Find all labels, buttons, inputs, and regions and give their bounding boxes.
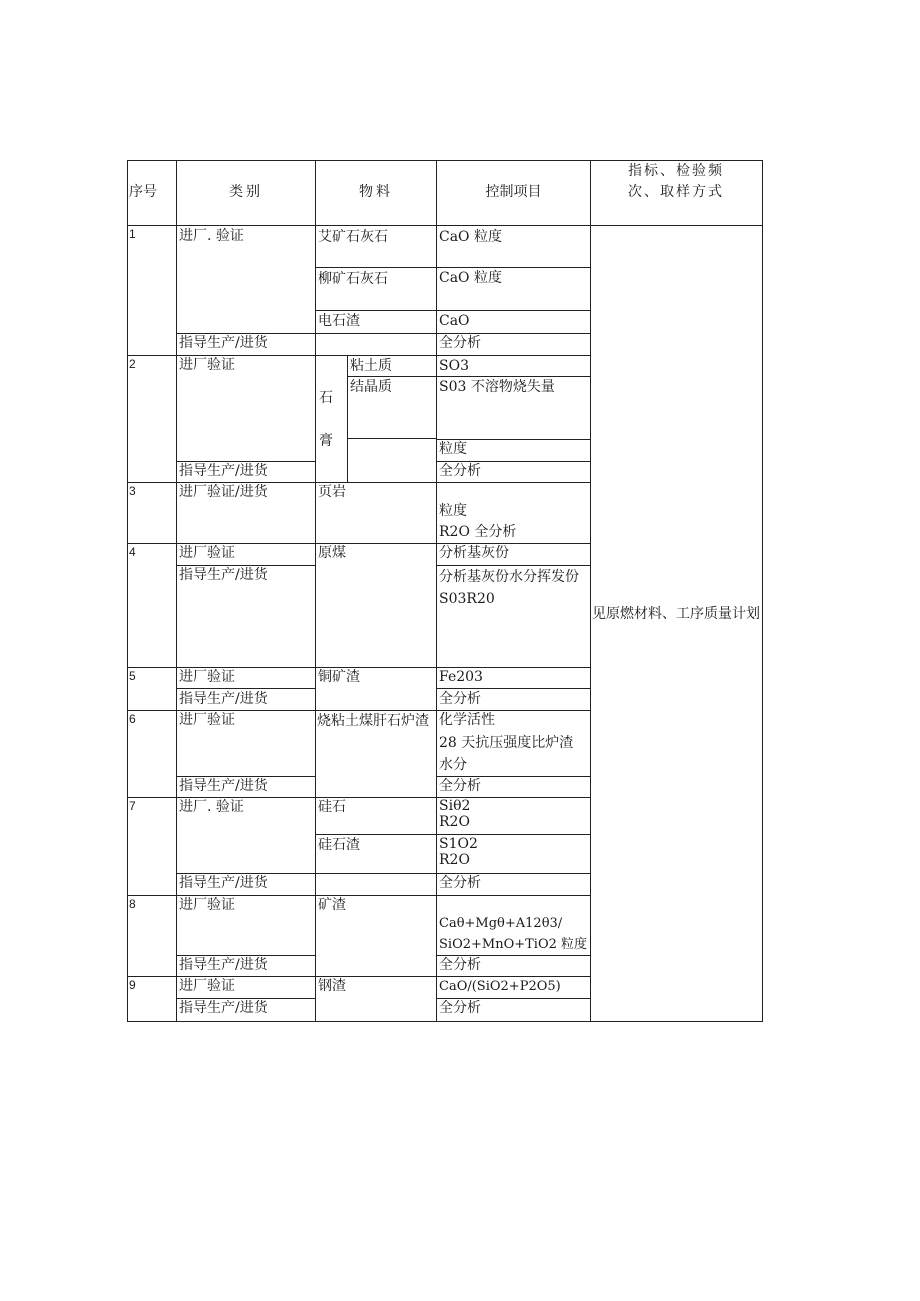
row5-material-1: 铜矿渣: [318, 669, 360, 685]
row4-no: 4: [129, 545, 136, 559]
row2-material-2: 结晶质: [350, 379, 392, 395]
row7-material-2: 硅石渣: [318, 837, 360, 853]
row7-item-3: S1O2: [439, 836, 478, 852]
header-control-items: 控制项目: [485, 184, 542, 200]
row6-item-1: 化学活性: [439, 712, 495, 728]
row6-material-1: 烧粘土煤肝石炉渣: [317, 713, 429, 729]
row5-item-1: Fe203: [439, 669, 483, 685]
row8-cat-guide: 指导生产/进货: [179, 957, 268, 973]
header-category: 类别: [229, 184, 263, 200]
row8-no: 8: [129, 897, 136, 911]
row1-cat-verify: 进厂. 验证: [179, 228, 244, 244]
row1-no: 1: [129, 227, 136, 241]
row2-cat-verify: 进厂验证: [179, 357, 235, 373]
row2-material-1: 粘土质: [350, 358, 392, 374]
row7-cat-verify: 进厂. 验证: [179, 799, 244, 815]
row6-cat-verify: 进厂验证: [179, 712, 235, 728]
row9-cat-guide: 指导生产/进货: [179, 1000, 268, 1016]
row3-no: 3: [129, 484, 136, 498]
row6-item-4: 全分析: [439, 778, 481, 794]
row3-cat: 进厂验证/进货: [179, 484, 268, 500]
row9-item-1: CaO/(SiO2+P2O5): [439, 979, 561, 994]
row8-item-2: SiO2+MnO+TiO2 粒度: [439, 937, 588, 952]
row8-cat-verify: 进厂验证: [179, 897, 235, 913]
row9-no: 9: [129, 978, 136, 992]
row1-cat-guide: 指导生产/进货: [179, 335, 268, 351]
spec-reference-text: 见原燃材料、工序质量计划: [592, 606, 760, 622]
row6-item-3: 水分: [439, 757, 467, 773]
row7-item-5: 全分析: [439, 875, 481, 891]
row1-item-3: CaO: [439, 313, 470, 329]
row8-item-3: 全分析: [439, 957, 481, 973]
row7-no: 7: [129, 799, 136, 813]
row4-material-1: 原煤: [318, 545, 346, 561]
row5-cat-guide: 指导生产/进货: [179, 691, 268, 707]
row2-material-group-1: 石: [319, 390, 333, 406]
header-spec: 指标、检验频次、取样方式: [628, 163, 724, 200]
row7-item-4: R2O: [439, 852, 470, 868]
row1-material-3: 电石渣: [318, 313, 360, 329]
row7-item-1: Siθ2: [439, 798, 471, 814]
row3-material-1: 页岩: [318, 484, 346, 500]
row7-material-1: 硅石: [318, 799, 346, 815]
row1-item-4: 全分析: [439, 335, 481, 351]
row3-item-2: R2O 全分析: [439, 524, 517, 540]
header-no: 序号: [129, 184, 157, 200]
row2-item-2: S03 不溶物烧失量: [439, 379, 555, 395]
row1-material-2: 柳矿石灰石: [318, 271, 388, 287]
row1-item-2: CaO 粒度: [439, 270, 502, 286]
row2-item-4: 全分析: [439, 463, 481, 479]
row4-item-1: 分析基灰份: [439, 545, 509, 561]
row6-no: 6: [129, 712, 136, 726]
row5-cat-verify: 进厂验证: [179, 669, 235, 685]
row2-item-3: 粒度: [439, 441, 467, 457]
row1-item-1: CaO 粒度: [439, 229, 502, 245]
row2-no: 2: [129, 357, 136, 371]
row4-item-2: 分析基灰份水分挥发份 S03R20: [439, 569, 579, 607]
row7-item-2: R2O: [439, 814, 470, 830]
row4-cat-guide: 指导生产/进货: [179, 567, 268, 583]
row1-material-1: 艾矿石灰石: [318, 229, 388, 245]
row9-cat-verify: 进厂验证: [179, 978, 235, 994]
row7-cat-guide: 指导生产/进货: [179, 875, 268, 891]
row8-material-1: 矿渣: [318, 897, 346, 913]
row2-item-1: SO3: [439, 358, 469, 374]
row3-item-1: 粒度: [439, 503, 467, 519]
row6-cat-guide: 指导生产/进货: [179, 778, 268, 794]
header-material: 物料: [359, 184, 393, 200]
row4-cat-verify: 进厂验证: [179, 545, 235, 561]
row8-item-1: Caθ+Mgθ+A12θ3/: [439, 916, 563, 931]
row5-item-2: 全分析: [439, 691, 481, 707]
row2-cat-guide: 指导生产/进货: [179, 463, 268, 479]
row6-item-2: 28 天抗压强度比炉渣: [439, 735, 574, 751]
row9-material-1: 钢渣: [318, 978, 346, 994]
row9-item-2: 全分析: [439, 1000, 481, 1016]
row5-no: 5: [129, 669, 136, 683]
row2-material-group-2: 膏: [319, 433, 333, 449]
